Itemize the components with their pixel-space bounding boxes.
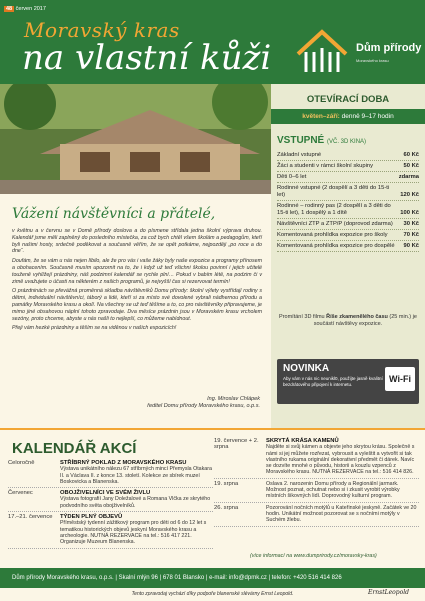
event-text [266,438,419,476]
issue-number: 48 [6,6,13,12]
event-text [266,505,419,524]
event-date: 19. července + 2. srpna [214,438,259,450]
event-description: Najděte si svůj kámen a objevte jeho skrytou krásu. Společně s námi si jej můžete rozřezat, vybrousit a vyleštit a vytvořit si tak vlastního rukama originální dekorativní předmět či dárek. Navíc se dozvíte mnohé o původu, historii a kouzlu vzpenců z Moravského krasu. NUTNÁ REZERVACE na tel.: 516 414 826. [266,444,415,476]
price-value: 60 Kč [403,151,419,158]
price-value: 100 Kč [400,209,419,216]
price-row [277,172,419,183]
price-value: zdarma [398,173,419,180]
price-label: Základní vstupné [277,151,322,158]
price-row [277,150,419,161]
calendar-event [8,488,213,512]
event-date: Červenec [8,490,33,497]
greeting-body [12,228,262,335]
events-calendar [0,428,425,568]
price-label: Žáci a studenti v rámci školní skupiny [277,162,374,169]
sign-name: Ing. Miroslav Chlápek [207,396,260,402]
novinka-text: Aby vám v nás nic neunikl0, použijte jasně kvalitní bezdrátového připojení k internetu. [283,376,383,387]
event-description: Příměstský tydenní zážitkový program pro děti od 6 do 12 let s tematikou historických objevů jeskyní Moravského krasu a archeologie. NUTNÁ REZERVACE na tel.: 516 417 221. Organizuje Muzeum Blanenska. [60,520,207,546]
event-text [60,460,213,485]
dum-prirody-logo [288,20,422,80]
price-row [277,201,419,219]
admission-subtitle: (VČ. 3D KINA) [327,139,367,145]
event-description: Výstava fotografií Jany Doležalové a Romana Vlčka ze skrytého podvodního světa obojživelníků. [60,496,211,509]
price-row [277,183,419,201]
film-note [279,314,417,328]
event-text [60,514,213,545]
info-column [271,84,425,428]
greeting-title: Vážení návštěvníci a přátelé, [12,206,216,222]
calendar-event [214,479,419,503]
issue-info [4,4,64,14]
event-date: 26. srpna [214,504,239,511]
opening-hours-text: denně 9–17 hodin [341,113,394,120]
sign-role: ředitel Domu přírody Moravského krasu, o.p.s. [147,403,260,409]
more-info-link[interactable]: (více informací na www.dumprirody.cz/moravsky-kras) [250,553,377,559]
calendar-event [214,503,419,527]
calendar-title: KALENDÁŘ AKCÍ [12,440,137,457]
wifi-icon: Wi-Fi [385,367,415,391]
film-note-pre: Promítání 3D filmu [279,314,327,320]
masthead-line1: Moravský kras [24,18,180,42]
calendar-event [214,436,419,479]
event-title: SKRYTÁ KRÁSA KAMENŮ [266,438,339,444]
footer-contacts: Dům přírody Moravského krasu, o.p.s. | Skalní mlýn 96 | 678 01 Blansko | e-mail: info@dpmk.cz | telefon: +420 516 414 826 [0,568,425,588]
sponsor-logo: ErnstLeopold [368,589,409,596]
house-logo-icon [292,26,352,76]
price-list [277,150,419,252]
event-description: Pozorování nočních motýlů u Kateřinské jeskyně. Začátek ve 20 hodin. Unikátní možnost pozorovat se s nočními motýly v Suchém žlebu. [266,504,417,524]
price-label: Rodinné vstupné (2 dospělí a 3 děti do 15-ti let) [277,184,390,198]
calendar-right [214,436,419,527]
logo-label: Dům přírody [356,42,422,54]
event-description: Výstava unikátního nálezu 67 stříbrných mincí Přemysla Otakara II. a Václava II. z konce 13. století. Kolekce ze sbírek muzeí Boskovicka a Blanenska. [60,466,212,485]
greeting-p3: O prázdninách se převážná proměnná skladba návštěvníků Domu přírody: školní výlety vystřídají rodiny s dětmi, individuální návštěvníci, táborý a lidé, kteří si za místo své dovolené vybrali nádhernou přírodu a památky Moravského krasu a okolí. Na všechny se už teď těšíme a to, co pro návštěvníky připravujeme, je mimo jiné obsahovou náplní tohoto zpravodaje. Dva měsíce prázdnin jsou v Moravském krasu vrcholem sezóny, proto chceme, abyste u nás našli to nejlepší, co můžeme nabídnout. [12,288,262,322]
calendar-left [8,458,213,549]
event-date: 17.–21. července [8,514,53,521]
novinka-title: NOVINKA [283,363,330,374]
film-note-post: (25 min.) je součástí návštěvy expozice. [313,314,417,327]
price-label: Komentovaná prohlídka expozice pro školy [277,231,388,238]
opening-months: květen–září: [302,113,340,120]
calendar-event [8,458,213,488]
opening-title: OTEVÍRACÍ DOBA [306,94,390,105]
price-value: 120 Kč [400,191,419,198]
exhibition-photo [0,84,271,194]
event-date: Celoročně [8,460,35,466]
price-label: Děti 0–6 let [277,173,307,180]
greeting-p1: v květnu a v červnu se v Domě přírody doslova a do písmene střídala jedna školní výprava druhou. Kalendář jsme měli zaplněný do posledního místečka, za což bych chtěl všem školám a pedagogům, kteří byli našimi hosty, srdečně poděkovat a současně věřím, že se opět potkáme, nejpozději „po roce a do dne“. [12,228,262,255]
price-row [277,241,419,252]
event-description: Oslava 2. narozenin Domu přírody a Regionální jarmark. Možnost poznat, ochutnat nebo si i zkusit vyrobit výrobky místních šikovných lidí. Doprovodný kulturní program. [266,480,400,500]
logo-sub: Moravského krasu [356,58,389,63]
wifi-news-box [277,359,419,404]
price-value: 50 Kč [403,162,419,169]
price-label: Rodinné – rodinný pas (2 dospělí a 3 děti do 15-ti let), 1 dospělý a 1 dítě [277,202,391,216]
calendar-event [8,512,213,548]
masthead [0,0,425,84]
opening-hours [271,109,425,124]
price-label: Návštěvníci ZTP a ZTP/P (doprovod zdarma) [277,220,393,227]
greeting-p4: Přeji vám hezké prázdniny a těším se na viděnou v našich expozicích! [12,325,177,332]
price-row [277,161,419,172]
price-value: 30 Kč [403,220,419,227]
event-date: 19. srpna [214,480,239,487]
footer-sponsor: Tento zpravodaj vychází díky podpoře blanenské slévárny Ernst Leopold. [131,591,294,597]
price-value: 70 Kč [403,231,419,238]
film-note-title: Říše zkamenělého času [326,314,388,320]
event-text [60,490,213,509]
issue-date: červen 2017 [15,6,46,12]
masthead-title: na vlastní kůži [22,38,272,78]
greeting-section [0,194,271,428]
price-row [277,230,419,241]
price-label: Komentovaná prohlídka expozice pro dospělé [277,242,395,249]
admission-title-text: VSTUPNÉ [277,135,325,146]
greeting-p2: Doufám, že se vám u nás nejen líbilo, ale že pro vás i vaše žáky byly naše expozice a programy přínosem a obohacením. Současně musím upozornit na to, že i když už teď všichni školou povinní i jejich učitelé touženě vyhlížejí prázdniny, náš podzimní kalendář se rychle plní… Pokud v babím létě, na podzim či v zimě uvažujete o účasti na některém z našich programů, je nejvyšší čas si rezervovat termín! [12,258,262,285]
signature [130,396,260,410]
price-row [277,219,419,230]
event-text [266,481,419,500]
event-title: OBOJŽIVELNÍCI VE SVÉM ŽIVLU [60,490,151,497]
admission-title [277,135,366,146]
price-value: 90 Kč [403,242,419,249]
event-title: STŘÍBRNÝ POKLAD Z MORAVSKÉHO KRASU [60,460,187,466]
event-title: TÝDEN PLNÝ OBJEVŮ [60,514,123,521]
